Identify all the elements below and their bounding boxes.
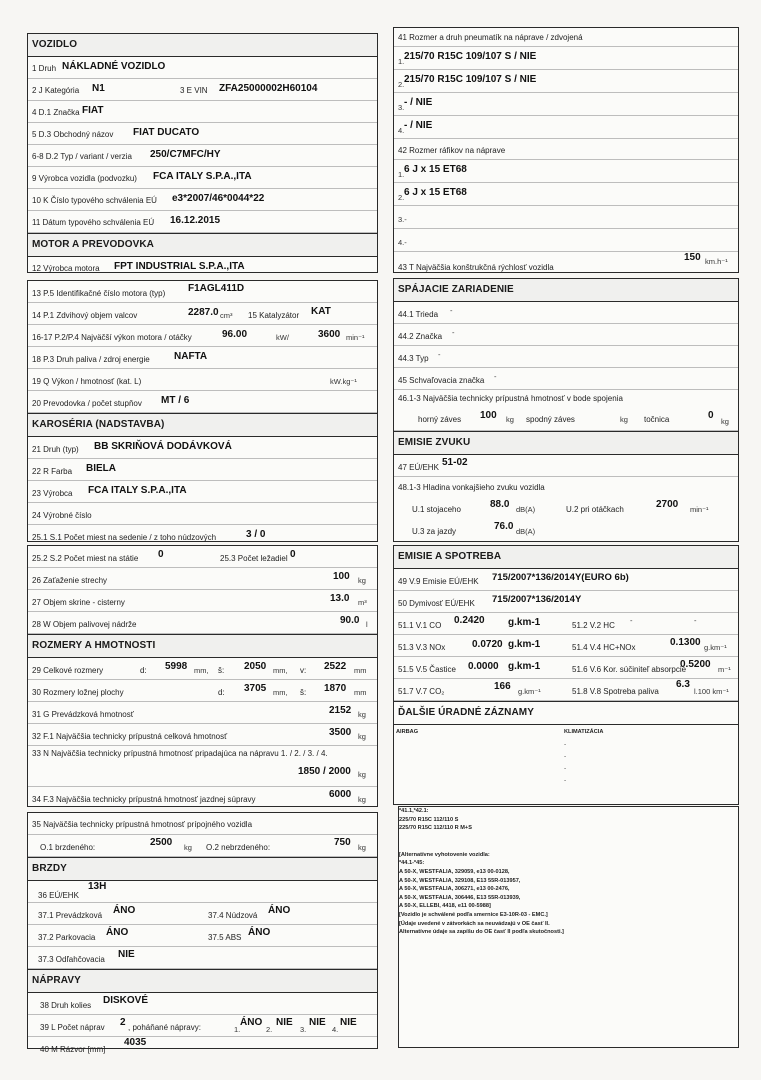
unit-kg: kg	[506, 415, 514, 424]
label-za-jazdy: U.3 za jazdy	[412, 527, 457, 536]
unit-dba: dB(A)	[516, 527, 536, 536]
value-znacka: FIAT	[82, 105, 104, 116]
note-line: A 50-X, WESTFALIA, 329059, e13 00-0128,	[399, 868, 510, 875]
label-vyrobne-cislo: 24 Výrobné číslo	[32, 511, 92, 520]
value-sirka: 2050	[244, 661, 267, 672]
note-line: [Vozidlo je schválené podľa smernice E3-10R-03 - EMC.]	[399, 911, 548, 918]
value-vyrobca-motora: FPT INDUSTRIAL S.P.A.,ITA	[114, 261, 245, 272]
label-v: v:	[300, 666, 307, 675]
value-eu-ehk-zvuk: 51-02	[442, 457, 468, 468]
label-castice: 51.5 V.5 Častice	[398, 665, 456, 674]
section-title-emisie: EMISIE A SPOTREBA	[394, 546, 738, 569]
label-pneu-3: 3.	[398, 103, 405, 112]
label-pocet-miest-sedenie: 25.1 S.1 Počet miest na sedenie / z toho núdzových	[32, 533, 217, 542]
unit-min: min⁻¹	[690, 505, 709, 514]
label-vin: 3 E VIN	[180, 86, 208, 95]
section-title-zaznamy: ĎALŠIE ÚRADNÉ ZÁZNAMY	[394, 701, 738, 725]
value-hmotnost-supravy: 6000	[329, 789, 352, 800]
label-obchodny-nazov: 5 D.3 Obchodný názov	[32, 130, 114, 139]
value-objem-skrine: 13.0	[330, 593, 350, 604]
value-hc: -	[630, 616, 633, 625]
section-poznamky	[398, 806, 739, 1048]
label-cislo-ts: 10 K Číslo typového schválenia EÚ	[32, 196, 157, 205]
value-lozna-sirka: 1870	[324, 683, 347, 694]
section-title-napravy: NÁPRAVY	[28, 969, 377, 993]
label-hc-nox: 51.4 V.4 HC+NOx	[572, 643, 636, 652]
unit-l100km: l.100 km⁻¹	[694, 687, 729, 696]
label-hmotnost-naprava: 33 N Najväčšia technicky prípustná hmotnosť pripadajúca na nápravu 1. / 2. / 3. / 4.	[32, 749, 328, 758]
label-absorpcia: 51.6 V.6 Kor. súčiniteľ absorpcie	[572, 665, 687, 674]
unit-kg: kg	[358, 732, 366, 741]
label-pri-otackach: U.2 pri otáčkach	[566, 505, 624, 514]
unit-kg: kg	[620, 415, 628, 424]
label-stojaceho: U.1 stojaceho	[412, 505, 461, 514]
label-druh-paliva: 18 P.3 Druh paliva / zdroj energie	[32, 355, 150, 364]
note-line: A 50-X, ELLEBI, 4418, e11 00-5988]	[399, 903, 491, 910]
label-prevadzkova-brzda: 37.1 Prevádzková	[38, 911, 103, 920]
value-emisie-eu: 715/2007*136/2014Y(EURO 6b)	[492, 572, 629, 583]
unit-m3: m³	[358, 598, 367, 607]
value-rafik-1: 6 J x 15 ET68	[404, 164, 467, 175]
label-nox: 51.3 V.3 NOx	[398, 643, 446, 652]
label-hladina-zvuku: 48.1-3 Hladina vonkajšieho zvuku vozidla	[398, 483, 545, 492]
value-zatazenie-strechy: 100	[333, 571, 350, 582]
unit-gkm: g.km-1	[508, 661, 541, 672]
unit-gkm: g.km⁻¹	[518, 687, 541, 696]
label-vykon-hmotnost: 19 Q Výkon / hmotnosť (kat. L)	[32, 377, 142, 386]
section-pneumatiky	[393, 27, 739, 273]
value-razvor: 4035	[124, 1037, 147, 1048]
value-pocet-naprav: 2	[120, 1017, 126, 1028]
label-znacka-spoj: 44.2 Značka	[398, 332, 443, 341]
label-naprava-4: 4.	[332, 1025, 339, 1034]
value-rafik-4: 4.-	[398, 238, 407, 247]
label-d: d:	[218, 688, 225, 697]
label-typ-variant: 6-8 D.2 Typ / variant / verzia	[32, 152, 132, 161]
value-naprava-1: ÁNO	[240, 1017, 263, 1028]
value-pneu-3: - / NIE	[404, 97, 433, 108]
value-druh-kolies: DISKOVÉ	[103, 995, 149, 1006]
value-znacka-spoj: -	[452, 328, 455, 337]
unit-cm3: cm³	[220, 311, 233, 320]
note-line: [Údaje uvedené v zátvorkách sa neuvádzajú v OE časť II.	[399, 920, 550, 927]
label-klimatizacia: KLIMATIZÁCIA	[564, 729, 604, 735]
value-stojaceho: 88.0	[490, 499, 510, 510]
note-line: A 50-X, WESTFALIA, 306446, E13 55R-013939,	[399, 894, 521, 901]
value-hc-unit: -	[694, 616, 697, 625]
note-line: 225/70 R15C 112/110 R M+S	[399, 825, 472, 832]
section-title-karoseria: KAROSÉRIA (NADSTAVBA)	[28, 413, 377, 437]
value-pocet-lozok: 0	[290, 549, 296, 560]
label-hc: 51.2 V.2 HC	[572, 621, 615, 630]
value-prevadzkova-hmotnost: 2152	[329, 705, 352, 716]
value-pneu-1: 215/70 R15C 109/107 S / NIE	[404, 51, 537, 62]
value-odlahcovacia-brzda: NIE	[118, 949, 135, 960]
value-tocnica: 0	[708, 410, 714, 421]
label-odlahcovacia-brzda: 37.3 Odľahčovacia	[38, 955, 105, 964]
unit-mm: mm	[354, 688, 367, 697]
value-rafik-3: 3.-	[398, 215, 407, 224]
value-castice: 0.0000	[468, 661, 499, 672]
value-absorpcia: 0.5200	[680, 659, 711, 670]
dash: -	[564, 777, 567, 784]
value-lozna-dlzka: 3705	[244, 683, 267, 694]
label-co: 51.1 V.1 CO	[398, 621, 442, 630]
section-title-motor: MOTOR A PREVODOVKA	[28, 233, 377, 257]
label-pneumatiky: 41 Rozmer a druh pneumatík na nápravе / zdvojená	[398, 33, 583, 42]
unit-gkm: g.km-1	[508, 639, 541, 650]
label-pohanane-napravy: , poháňané nápravy:	[128, 1023, 201, 1032]
value-typ-spoj: -	[438, 350, 441, 359]
value-za-jazdy: 76.0	[494, 521, 514, 532]
label-rafik-2: 2.	[398, 193, 405, 202]
note-line: *41.1,*42.1:	[399, 808, 429, 814]
label-naprava-1: 1.	[234, 1025, 241, 1034]
value-schvalovacia-znacka: -	[494, 372, 497, 381]
value-nox: 0.0720	[472, 639, 503, 650]
value-prevadzkova-brzda: ÁNO	[113, 905, 136, 916]
label-vyrobca-karoserie: 23 Výrobca	[32, 489, 73, 498]
value-vyrobca-karoserie: FCA ITALY S.P.A.,ITA	[88, 485, 187, 496]
unit-kg: kg	[358, 576, 366, 585]
label-cislo-motora: 13 P.5 Identifikačné číslo motora (typ)	[32, 289, 166, 298]
dash: -	[564, 753, 567, 760]
label-emisie-eu: 49 V.9 Emisie EÚ/EHK	[398, 577, 479, 586]
label-horny-zaves: horný záves	[418, 415, 462, 424]
value-prevodovka: MT / 6	[161, 395, 190, 406]
note-line	[399, 833, 564, 851]
unit-l: l	[366, 620, 368, 629]
label-pneu-1: 1.	[398, 57, 405, 66]
unit-mm: mm,	[194, 666, 209, 675]
label-druh-kolies: 38 Druh kolies	[40, 1001, 92, 1010]
label-pocet-naprav: 39 L Počet náprav	[40, 1023, 105, 1032]
label-najvacsi-vykon: 16-17 P.2/P.4 Najväčší výkon motora / otáčky	[32, 333, 192, 342]
value-kategoria: N1	[92, 83, 105, 94]
value-naprava-4: NIE	[340, 1017, 357, 1028]
note-line: A 50-X, WESTFALIA, 306271, e13 00-2476,	[399, 886, 510, 893]
value-eu-ehk-brzdy: 13H	[88, 881, 107, 892]
unit-mm: mm	[354, 666, 367, 675]
value-datum-ts: 16.12.2015	[170, 215, 221, 226]
section-title-vozidlo: VOZIDLO	[28, 34, 377, 57]
value-nudzova-brzda: ÁNO	[268, 905, 291, 916]
label-druh: 1 Druh	[32, 64, 57, 73]
value-pri-otackach: 2700	[656, 499, 679, 510]
unit-mm: mm,	[273, 666, 288, 675]
label-pocet-lozok: 25.3 Počet ležadiel	[220, 554, 288, 563]
unit-kw: kW/	[276, 333, 289, 342]
section-emisie-zaznamy	[393, 545, 739, 805]
section-vozidlo	[27, 33, 378, 273]
value-hc-nox: 0.1300	[670, 637, 701, 648]
value-farba: BIELA	[86, 463, 116, 474]
label-zdvihovy-objem: 14 P.1 Zdvihový objem valcov	[32, 311, 138, 320]
note-line: A 50-X, WESTFALIA, 329108, E13 55R-013957,	[399, 877, 521, 884]
value-druh-paliva: NAFTA	[174, 351, 208, 362]
unit-kg: kg	[721, 417, 729, 426]
value-dymivost: 715/2007*136/2014Y	[492, 594, 582, 605]
label-pneu-2: 2.	[398, 80, 405, 89]
unit-mm: mm,	[273, 688, 288, 697]
label-spodny-zaves: spodný záves	[526, 415, 575, 424]
value-pocet-miest-sedenie: 3 / 0	[246, 529, 266, 540]
label-dymivost: 50 Dymivosť EÚ/EHK	[398, 599, 475, 608]
label-max-rychlost: 43 T Najväčšia konštrukčná rýchlosť vozidla	[398, 263, 554, 272]
value-horny-zaves: 100	[480, 410, 497, 421]
value-objem-nadrze: 90.0	[340, 615, 360, 626]
dash: -	[564, 741, 567, 748]
unit-gkm: g.km-1	[508, 617, 541, 628]
label-katalyzator: 15 Katalyzátor	[248, 311, 300, 320]
value-otacky: 3600	[318, 329, 341, 340]
value-typ-variant: 250/C7MFC/HY	[150, 149, 221, 160]
label-naprava-2: 2.	[266, 1025, 273, 1034]
value-naprava-3: NIE	[309, 1017, 326, 1028]
value-vin: ZFA25000002H60104	[219, 83, 318, 94]
label-farba: 22 R Farba	[32, 467, 73, 476]
unit-kmh: km.h⁻¹	[705, 257, 728, 266]
note-line: Alternatívne údaje sa zapíšu do OE časť II podľa skutočnosti.]	[399, 929, 564, 936]
dash: -	[564, 765, 567, 772]
label-objem-nadrze: 28 W Objem palivovej nádrže	[32, 620, 137, 629]
unit-kg: kg	[184, 843, 192, 852]
label-celkova-hmotnost: 32 F.1 Najväčšia technicky prípustná celková hmotnosť	[32, 732, 228, 741]
value-trieda: -	[450, 306, 453, 315]
value-max-rychlost: 150	[684, 252, 701, 263]
unit-dba: dB(A)	[516, 505, 536, 514]
section-title-spajacie: SPÁJACIE ZARIADENIE	[394, 279, 738, 302]
label-schvalovacia-znacka: 45 Schvaľovacia značka	[398, 376, 485, 385]
label-spotreba: 51.8 V.8 Spotreba paliva	[572, 687, 659, 696]
unit-kwkg: kW.kg⁻¹	[330, 377, 357, 386]
unit-gkm: g.km⁻¹	[704, 643, 727, 652]
value-parkovacia-brzda: ÁNO	[106, 927, 129, 938]
section-motor-detail	[27, 280, 378, 542]
section-spajacie-zvuk	[393, 278, 739, 542]
value-miesta-statie: 0	[158, 549, 164, 560]
note-line: 225/70 R15C 112/110 S	[399, 816, 459, 823]
label-hmotnost-pripojneho: 35 Najväčšia technicky prípustná hmotnosť prípojného vozidla	[32, 820, 253, 829]
label-brzdeneho: O.1 brzdeného:	[40, 843, 96, 852]
section-title-brzdy: BRZDY	[28, 857, 377, 881]
value-co: 0.2420	[454, 615, 485, 626]
section-title-emisie-zvuku: EMISIE ZVUKU	[394, 431, 738, 455]
label-nudzova-brzda: 37.4 Núdzová	[208, 911, 258, 920]
value-dlzka: 5998	[165, 661, 188, 672]
label-druh-typ: 21 Druh (typ)	[32, 445, 79, 454]
label-kategoria: 2 J Kategória	[32, 86, 80, 95]
value-pneu-4: - / NIE	[404, 120, 433, 131]
value-katalyzator: KAT	[311, 306, 331, 317]
label-d: d:	[140, 666, 147, 675]
value-naprava-2: NIE	[276, 1017, 293, 1028]
label-typ-spoj: 44.3 Typ	[398, 354, 429, 363]
label-vyrobca-vozidla: 9 Výrobca vozidla (podvozku)	[32, 174, 137, 183]
label-abs: 37.5 ABS	[208, 933, 242, 942]
value-pneu-2: 215/70 R15C 109/107 S / NIE	[404, 74, 537, 85]
value-druh-typ: BB SKRIŇOVÁ DODÁVKOVÁ	[94, 441, 232, 452]
label-naprava-3: 3.	[300, 1025, 307, 1034]
label-airbag: AIRBAG	[396, 729, 419, 735]
section-brzdy-napravy	[27, 812, 378, 1054]
label-trieda: 44.1 Trieda	[398, 310, 439, 319]
value-brzdeneho: 2500	[150, 837, 173, 848]
label-zatazenie-strechy: 26 Zaťaženie strechy	[32, 576, 108, 585]
value-vykon: 96.00	[222, 329, 248, 340]
label-celkove-rozmery: 29 Celkové rozmery	[32, 666, 104, 675]
label-objem-skrine: 27 Objem skrine - cisterny	[32, 598, 125, 607]
label-s: š:	[300, 688, 307, 697]
label-pneu-4: 4.	[398, 126, 405, 135]
value-abs: ÁNO	[248, 927, 271, 938]
note-line: *44.1-*45:	[399, 860, 425, 867]
value-rafik-2: 6 J x 15 ET68	[404, 187, 467, 198]
value-cislo-motora: F1AGL411D	[188, 283, 245, 294]
value-cislo-ts: e3*2007/46*0044*22	[172, 193, 265, 204]
label-hmotnost-supravy: 34 F.3 Najväčšia technicky prípustná hmotnosť jazdnej súpravy	[32, 795, 256, 804]
label-nebrzdeneho: O.2 nebrzdeného:	[206, 843, 271, 852]
value-vyrobca-vozidla: FCA ITALY S.P.A.,ITA	[153, 171, 252, 182]
value-hmotnost-naprava: 1850 / 2000	[298, 766, 351, 777]
label-znacka: 4 D.1 Značka	[32, 108, 80, 117]
label-razvor: 40 M Rázvor [mm]	[40, 1045, 106, 1054]
label-rafiky: 42 Rozmer ráfikov na nápravе	[398, 146, 506, 155]
value-zdvihovy-objem: 2287.0	[188, 307, 219, 318]
label-eu-ehk-brzdy: 36 EÚ/EHK	[38, 891, 79, 900]
label-co2: 51.7 V.7 CO₂	[398, 687, 445, 696]
label-tocnica: točnica	[644, 415, 670, 424]
unit-min: min⁻¹	[346, 333, 365, 342]
label-prevadzkova-hmotnost: 31 G Prevádzková hmotnosť	[32, 710, 134, 719]
label-rozmery-loznej-plochy: 30 Rozmery ložnej plochy	[32, 688, 124, 697]
unit-kg: kg	[358, 795, 366, 804]
label-rafik-1: 1.	[398, 170, 405, 179]
note-line: [Alternatívne vyhotovenie vozidla:	[399, 851, 490, 858]
value-obchodny-nazov: FIAT DUCATO	[133, 127, 200, 138]
unit-m: m⁻¹	[718, 665, 731, 674]
label-eu-ehk-zvuk: 47 EÚ/EHK	[398, 463, 439, 472]
value-druh: NÁKLADNÉ VOZIDLO	[62, 61, 166, 72]
unit-kg: kg	[358, 770, 366, 779]
value-co2: 166	[494, 681, 511, 692]
value-spotreba: 6.3	[676, 679, 690, 690]
label-parkovacia-brzda: 37.2 Parkovacia	[38, 933, 96, 942]
value-vyska: 2522	[324, 661, 347, 672]
unit-kg: kg	[358, 843, 366, 852]
label-datum-ts: 11 Dátum typového schválenia EÚ	[32, 218, 155, 227]
unit-kg: kg	[358, 710, 366, 719]
section-rozmery	[27, 545, 378, 807]
notes-list	[399, 807, 564, 937]
label-s: š:	[218, 666, 225, 675]
value-nebrzdeneho: 750	[334, 837, 351, 848]
label-miesta-statie: 25.2 S.2 Počet miest na státie	[32, 554, 139, 563]
section-title-rozmery: ROZMERY A HMOTNOSTI	[28, 634, 377, 658]
label-prevodovka: 20 Prevodovka / počet stupňov	[32, 399, 142, 408]
label-hmotnost-bod-spojenia: 46.1-3 Najväčšia technicky prípustná hmotnosť v bode spojenia	[398, 394, 623, 403]
value-celkova-hmotnost: 3500	[329, 727, 352, 738]
label-vyrobca-motora: 12 Výrobca motora	[32, 264, 100, 273]
